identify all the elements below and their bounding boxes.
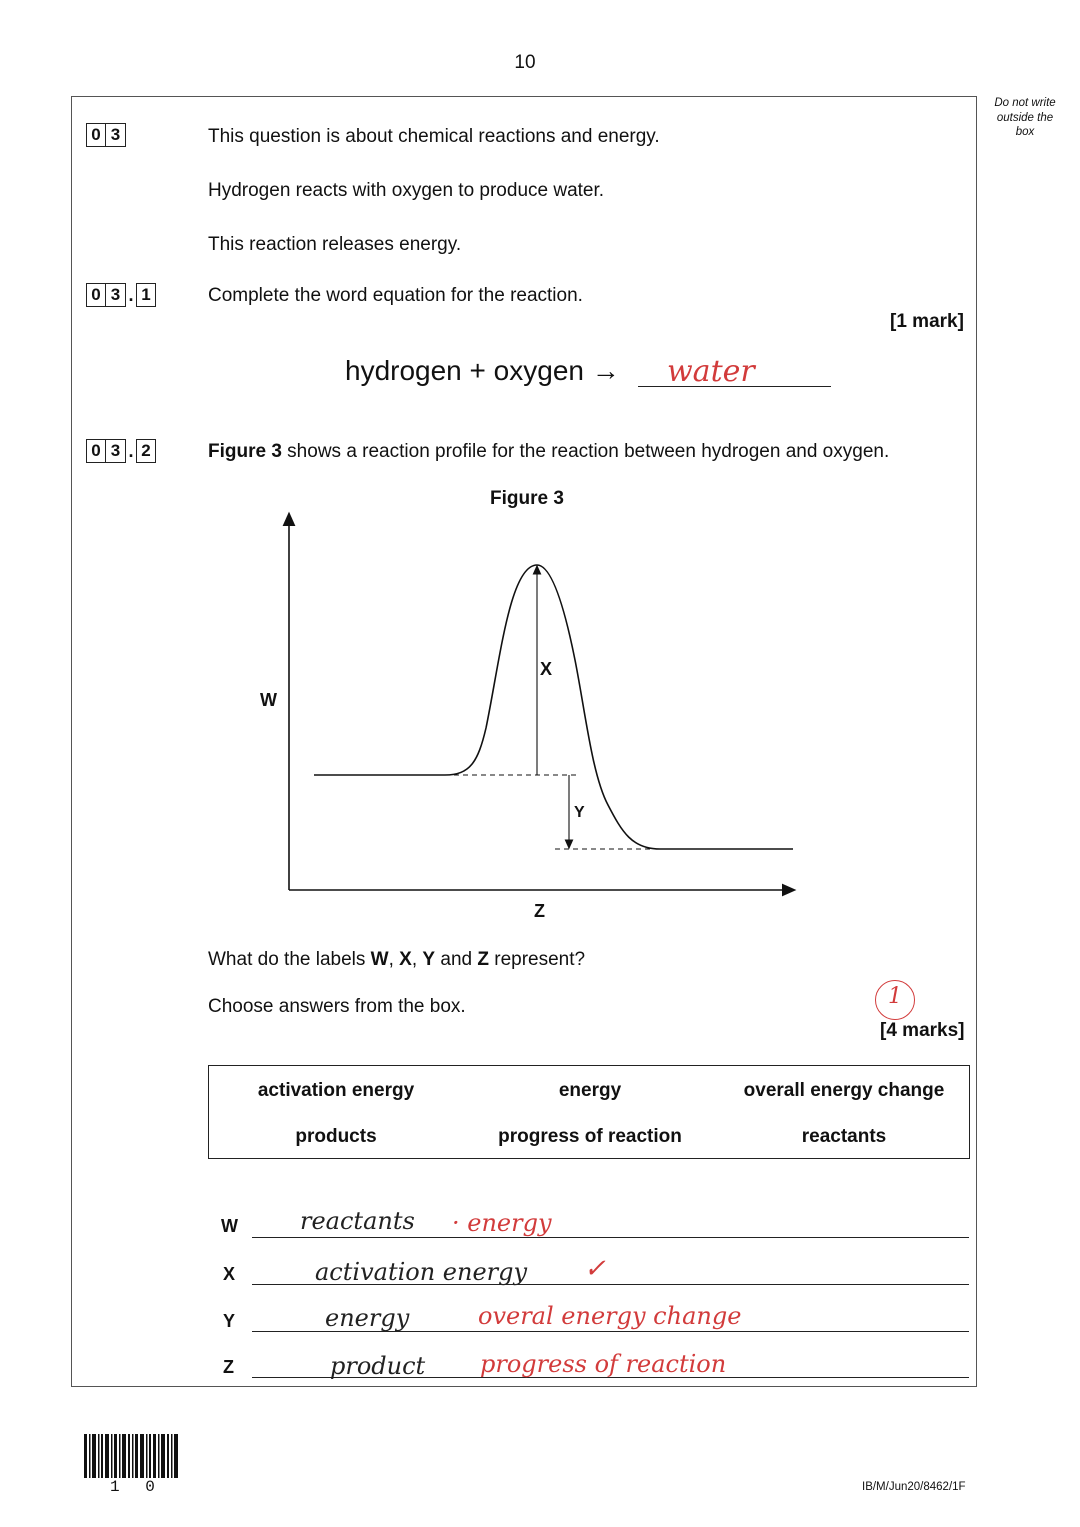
answer-label-w: W (221, 1216, 238, 1236)
question-number-digit: 0 (86, 123, 106, 147)
barcode-image (84, 1434, 180, 1478)
option-progress-of-reaction: progress of reaction (498, 1126, 682, 1147)
question-text: What do the labels W, X, Y and Z represent? (208, 949, 586, 970)
part-number-digit: 3 (106, 283, 126, 307)
handwritten-answer-w: reactants (300, 1207, 415, 1235)
part-number-box: 0 3 . 1 (86, 282, 156, 308)
marker-score: 1 (888, 984, 902, 1009)
barcode-digits: 1 0 (110, 1478, 163, 1496)
option-products: products (295, 1126, 377, 1147)
correct-tick-icon: ✓ (584, 1254, 606, 1284)
part-number-digit: 0 (86, 283, 106, 307)
marks-label: [1 mark] (890, 311, 964, 332)
part-prompt-text: shows a reaction profile for the reaction between hydrogen and oxygen. (281, 441, 890, 462)
answer-label-y: Y (223, 1311, 236, 1331)
marker-correction-z: progress of reaction (480, 1350, 727, 1378)
part-prompt: Complete the word equation for the reaction. (208, 285, 583, 306)
option-reactants: reactants (801, 1126, 887, 1147)
question-number-digit: 3 (106, 123, 126, 147)
marker-correction-y: overal energy change (478, 1302, 742, 1330)
margin-note-line: box (1015, 126, 1035, 138)
part-number-box: 0 3 . 2 (86, 438, 156, 464)
answer-label-x: X (223, 1264, 236, 1284)
part-number-digit: 2 (136, 439, 156, 463)
answer-options-box (208, 1065, 970, 1159)
handwritten-answer-x: activation energy (315, 1258, 528, 1286)
figure-reference: Figure 3 (208, 441, 282, 462)
option-energy: energy (558, 1080, 622, 1101)
marks-label: [4 marks] (880, 1020, 965, 1041)
instruction-text: Choose answers from the box. (208, 996, 466, 1017)
margin-note-line: outside the (996, 111, 1054, 124)
energy-profile-curve (314, 565, 793, 849)
part-number-digit: 0 (86, 439, 106, 463)
handwritten-answer-z: product (330, 1352, 426, 1380)
handwritten-answer: water (667, 354, 755, 389)
page-number: 10 (514, 52, 536, 73)
figure-label-w: W (260, 690, 277, 710)
margin-note-line: Do not write (994, 97, 1056, 109)
figure-title: Figure 3 (490, 488, 564, 509)
figure-label-z: Z (534, 901, 545, 921)
word-equation: hydrogen + oxygen → (345, 355, 620, 386)
handwritten-answer-y: energy (325, 1304, 410, 1332)
figure-label-y: Y (574, 804, 585, 821)
question-text: Hydrogen reacts with oxygen to produce water. (208, 180, 605, 201)
part-number-digit: 1 (136, 283, 156, 307)
option-activation-energy: activation energy (257, 1080, 415, 1101)
paper-code: IB/M/Jun20/8462/1F (862, 1481, 966, 1493)
marker-correction-w: · energy (452, 1209, 552, 1237)
question-intro: This question is about chemical reactions and energy. (208, 126, 660, 147)
answer-label-z: Z (223, 1357, 234, 1377)
option-overall-energy-change: overall energy change (743, 1080, 945, 1101)
figure-label-x: X (540, 659, 553, 679)
part-number-digit: 3 (106, 439, 126, 463)
question-text: This reaction releases energy. (208, 234, 462, 255)
